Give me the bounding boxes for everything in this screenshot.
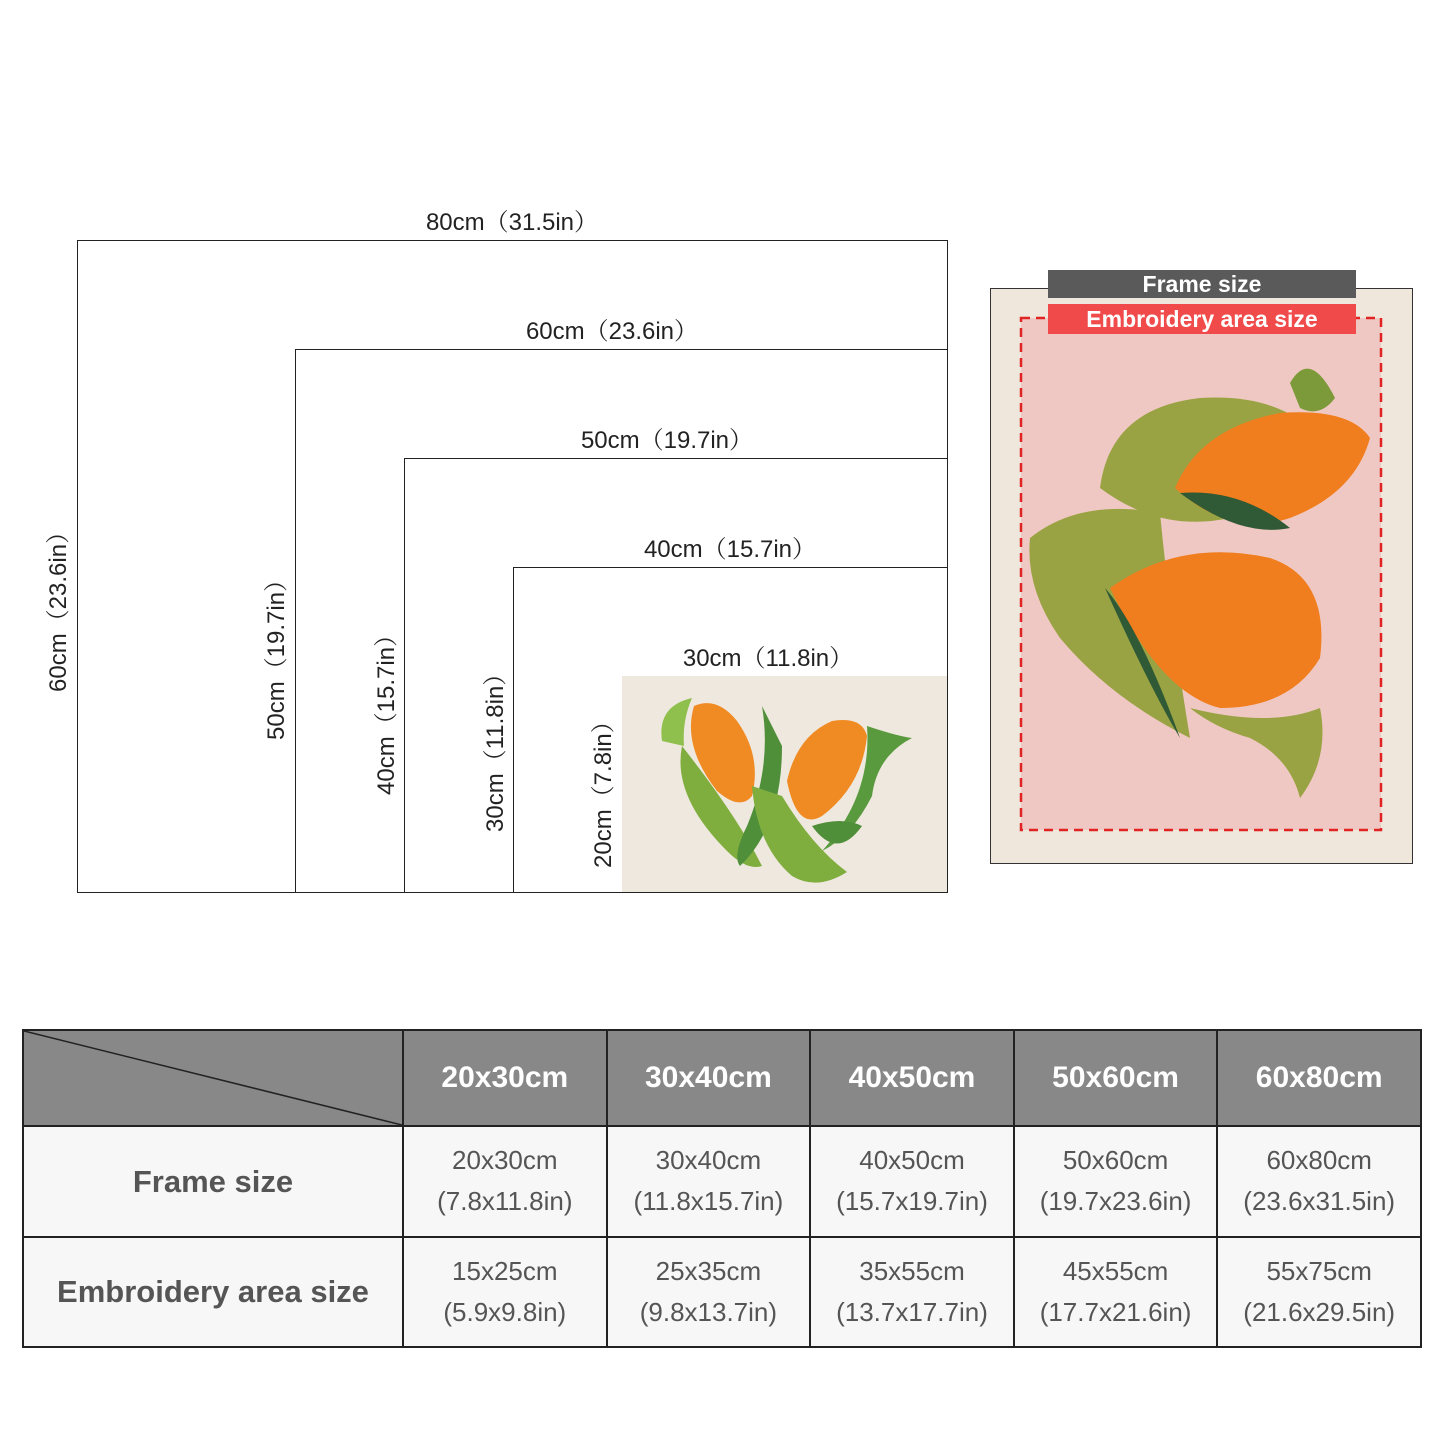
width-label-50cm: 50cm（19.7in） [580, 427, 754, 454]
cell-in: (21.6x29.5in) [1243, 1296, 1396, 1327]
diagonal-line-icon [24, 1031, 402, 1125]
height-label-60cm: 60cm（23.6in） [45, 519, 72, 692]
legend-frame-size: Frame size [1048, 270, 1356, 298]
cell-cm: 15x25cm [452, 1255, 558, 1286]
table-cell [607, 1237, 811, 1348]
column-header: 60x80cm [1217, 1030, 1421, 1126]
legend-embroidery-area-size: Embroidery area size [1048, 304, 1356, 334]
row-label-embroidery-area-size: Embroidery area size [23, 1237, 403, 1348]
table-cell [403, 1126, 607, 1237]
large-corn-embroidery-image [990, 288, 1413, 864]
row-label-frame-size: Frame size [23, 1126, 403, 1237]
table-cell [607, 1126, 811, 1237]
table-cell [1217, 1237, 1421, 1348]
table-row-frame-size [23, 1126, 1421, 1237]
cell-in: (15.7x19.7in) [836, 1186, 988, 1217]
cell-cm: 55x75cm [1266, 1255, 1372, 1286]
cell-in: (11.8x15.7in) [633, 1186, 784, 1217]
width-label-40cm: 40cm（15.7in） [643, 536, 817, 563]
small-corn-embroidery-image [622, 676, 947, 892]
table-header-row [23, 1030, 1421, 1126]
column-header: 40x50cm [810, 1030, 1014, 1126]
table-cell [1014, 1237, 1218, 1348]
table-row-embroidery-area-size [23, 1237, 1421, 1348]
cell-in: (13.7x17.7in) [836, 1296, 988, 1327]
table-cell [1014, 1126, 1218, 1237]
height-label-20cm: 20cm（7.8in） [590, 709, 617, 868]
cell-in: (5.9x9.8in) [443, 1296, 567, 1327]
cell-in: (7.8x11.8in) [437, 1186, 573, 1217]
width-label-80cm: 80cm（31.5in） [425, 209, 599, 236]
table-cell [810, 1237, 1014, 1348]
cell-in: (9.8x13.7in) [639, 1296, 778, 1327]
table-cell [1217, 1126, 1421, 1237]
cell-cm: 45x55cm [1062, 1255, 1169, 1286]
column-header: 50x60cm [1014, 1030, 1218, 1126]
cell-cm: 30x40cm [655, 1145, 762, 1176]
table-cell [403, 1237, 607, 1348]
height-label-30cm: 30cm（11.8in） [482, 661, 509, 832]
table-cell [810, 1126, 1014, 1237]
width-label-30cm: 30cm（11.8in） [682, 645, 854, 672]
width-label-60cm: 60cm（23.6in） [525, 318, 699, 345]
cell-in: (23.6x31.5in) [1243, 1186, 1396, 1217]
size-comparison-table [22, 1029, 1422, 1348]
cell-in: (19.7x23.6in) [1039, 1186, 1192, 1217]
cell-cm: 50x60cm [1062, 1145, 1169, 1176]
column-header: 20x30cm [403, 1030, 607, 1126]
cell-cm: 40x50cm [859, 1145, 965, 1176]
height-label-40cm: 40cm（15.7in） [373, 622, 400, 795]
cell-cm: 35x55cm [859, 1255, 965, 1286]
cell-cm: 25x35cm [655, 1255, 762, 1286]
height-label-50cm: 50cm（19.7in） [263, 567, 290, 740]
cell-in: (17.7x21.6in) [1039, 1296, 1192, 1327]
table-corner-cell [23, 1030, 403, 1126]
cell-cm: 20x30cm [452, 1145, 558, 1176]
cell-cm: 60x80cm [1266, 1145, 1372, 1176]
column-header: 30x40cm [607, 1030, 811, 1126]
